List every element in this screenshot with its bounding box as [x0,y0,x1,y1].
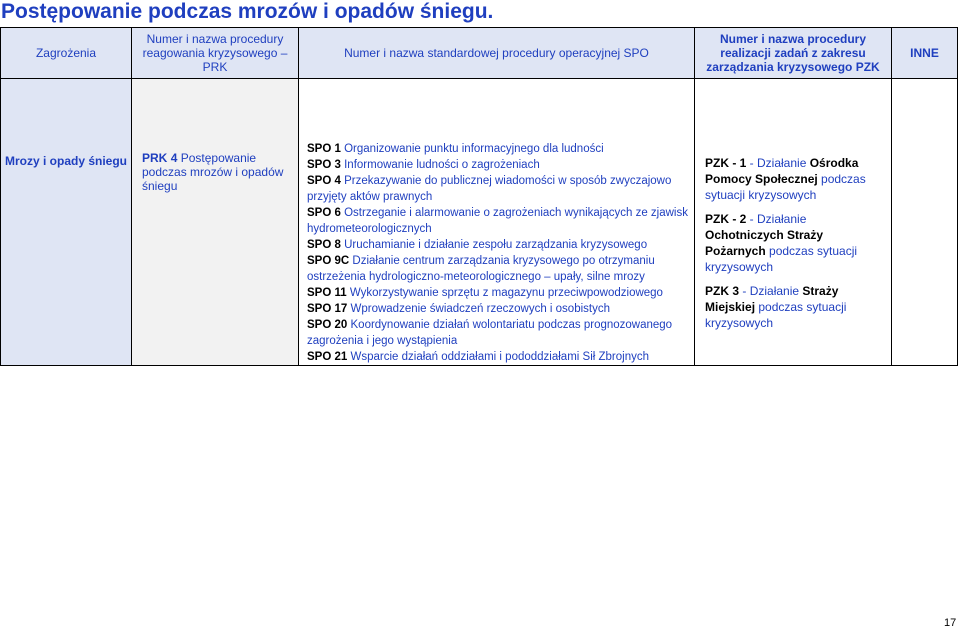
prk-code: PRK [142,151,168,165]
spo-text: Organizowanie punktu informacyjnego dla ludności [344,143,604,155]
spo-number: 3 [334,159,341,171]
pzk-code: PZK - 2 [705,212,747,226]
list-item [307,301,690,317]
spo-code: SPO [307,351,332,363]
spo-code: SPO [307,159,332,171]
pzk-unit: Ośrodka Pomocy Społecznej [705,156,859,186]
pzk-unit: Ochotniczych Straży Pożarnych [705,228,824,258]
cell-other [892,79,958,366]
pzk-text: podczas sytuacji kryzysowych [705,244,858,274]
pzk-separator: - Działanie [746,156,810,170]
pzk-separator: - Działanie [739,284,803,298]
spo-code: SPO [307,287,332,299]
spo-number: 4 [334,175,341,187]
procedures-table [0,27,958,366]
spo-text: Uruchamianie i działanie zespołu zarządzania kryzysowego [344,239,648,251]
spo-text: Wykorzystywanie sprzętu z magazynu przeciwpowodziowego [349,287,663,299]
pzk-unit: Straży Miejskiej [705,284,839,314]
spo-number: 11 [334,287,347,299]
list-item [705,211,885,275]
prk-text: Postępowanie podczas mrozów i opadów śniegu [142,151,284,193]
list-item [705,283,885,331]
list-item [307,253,690,285]
header-spo: Numer i nazwa standardowej procedury operacyjnej SPO [299,28,695,79]
spo-code: SPO [307,143,332,155]
spo-number: 21 [334,351,348,363]
spo-text: Wprowadzenie świadczeń rzeczowych i osobistych [350,303,610,315]
spo-text: Przekazywanie do publicznej wiadomości w sposób zwyczajowo przyjęty aktów prawnych [307,175,672,203]
header-other: INNE [892,28,958,79]
pzk-text: podczas sytuacji kryzysowych [705,300,847,330]
spo-text: Ostrzeganie i alarmowanie o zagrożeniach wynikających ze zjawisk hydrometeorologicznych [307,207,688,235]
spo-text: Wsparcie działań oddziałami i pododdziałami Sił Zbrojnych [350,351,650,363]
header-prk: Numer i nazwa procedury reagowania kryzysowego – PRK [132,28,299,79]
cell-threat: Mrozy i opady śniegu [1,79,132,366]
list-item [307,205,690,237]
spo-text: Koordynowanie działań wolontariatu podczas prognozowanego zagrożenia i jego wystąpienia [307,319,673,347]
spo-number: 1 [334,143,341,155]
pzk-code: PZK - 1 [705,156,747,170]
spo-number: 9C [334,255,350,267]
spo-code: SPO [307,175,332,187]
prk-num: 4 [170,151,178,165]
spo-code: SPO [307,303,332,315]
spo-code: SPO [307,255,332,267]
header-pzk: Numer i nazwa procedury realizacji zadań z zakresu zarządzania kryzysowego PZK [695,28,892,79]
page-number: 17 [944,617,957,629]
cell-pzk [695,79,892,366]
pzk-number: 3 [732,284,740,298]
list-item [307,317,690,349]
list-item [705,155,885,203]
spo-code: SPO [307,239,332,251]
pzk-code: PZK [705,284,729,298]
list-item [307,285,690,301]
table-row [1,79,958,366]
list-item [307,173,690,205]
cell-prk [132,79,299,366]
spo-number: 17 [334,303,348,315]
pzk-text: podczas sytuacji kryzysowych [705,172,866,202]
spo-code: SPO [307,319,332,331]
page-title: Postępowanie podczas mrozów i opadów śniegu. [1,0,494,23]
cell-spo [299,79,695,366]
list-item [307,237,690,253]
table-header-row [1,28,958,79]
spo-text: Informowanie ludności o zagrożeniach [344,159,540,171]
spo-text: Działanie centrum zarządzania kryzysowego po otrzymaniu ostrzeżenia hydrologiczno-meteorologicznego – upały, silne mrozy [307,255,655,283]
spo-number: 6 [334,207,341,219]
spo-code: SPO [307,207,332,219]
spo-number: 8 [334,239,341,251]
list-item [307,349,690,365]
list-item [307,141,690,157]
spo-number: 20 [334,319,348,331]
pzk-separator: - Działanie [746,212,810,226]
header-threats: Zagrożenia [1,28,132,79]
list-item [307,157,690,173]
